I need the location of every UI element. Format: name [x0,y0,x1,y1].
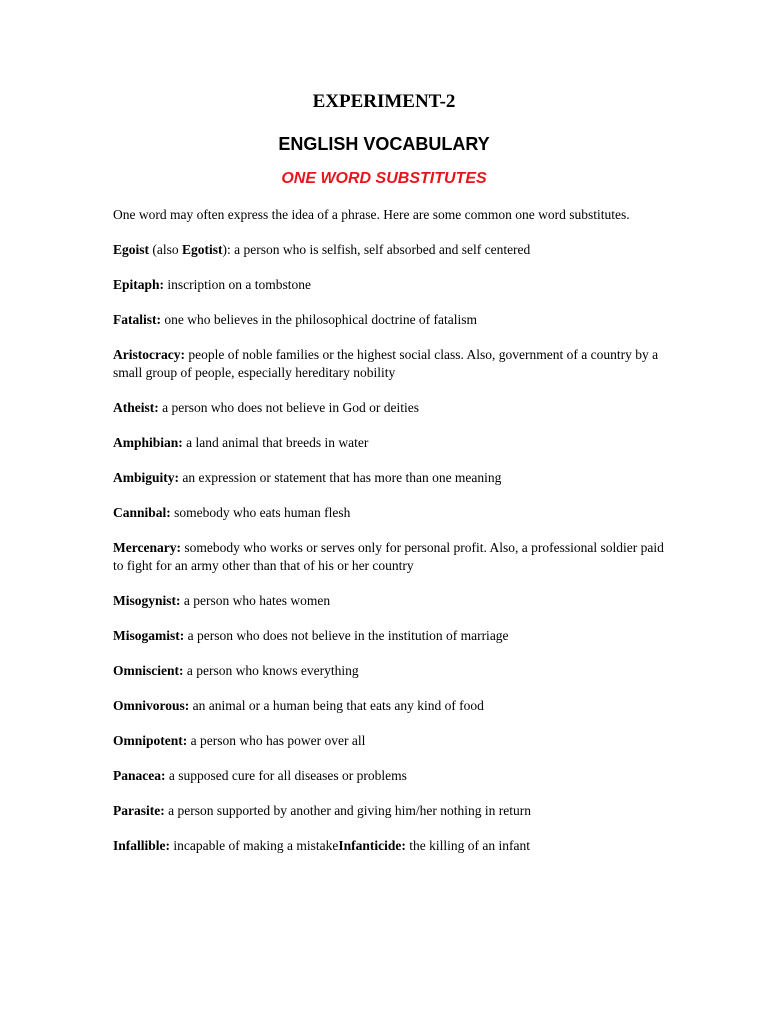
entry-definition: an expression or statement that has more than one meaning [179,470,502,485]
list-item [113,469,673,487]
entry-definition: a person who has power over all [187,733,366,748]
entry-term: Fatalist: [113,312,161,327]
entry-term: Misogynist: [113,593,181,608]
entry-also-open: (also [149,242,183,257]
entry-term: Cannibal: [113,505,171,520]
section-heading: ONE WORD SUBSTITUTES [281,170,487,187]
entry-definition: inscription on a tombstone [164,277,312,292]
list-item [113,276,673,294]
document-body [113,206,673,872]
entry-term: Atheist: [113,400,159,415]
entry-also-close: ): [222,242,235,257]
entry-definition: a person who does not believe in the institution of marriage [184,628,509,643]
entry-definition: a person who hates women [180,593,331,608]
entry-term: Mercenary: [113,540,181,555]
entry-term: Epitaph: [113,277,165,292]
entry-alt-term: Egotist [182,242,223,257]
list-item [113,539,673,575]
entry-term: Egoist [113,242,150,257]
entry-definition: people of noble families or the highest social class. Also, government of a country by a small group of people, especially hereditary nobility [113,347,659,380]
entry-definition: an animal or a human being that eats any kind of food [189,698,484,713]
entry-definition: somebody who eats human flesh [170,505,351,520]
list-item [113,662,673,680]
list-item [113,399,673,417]
entry-term: Omnivorous: [113,698,190,713]
entry-definition: a supposed cure for all diseases or problems [165,768,407,783]
entry-egoist [113,241,673,259]
intro-paragraph: One word may often express the idea of a phrase. Here are some common one word substitutes. [113,207,630,222]
entry-definition: the killing of an infant [405,838,530,853]
list-item [113,732,673,750]
list-item [113,311,673,329]
entry-term: Amphibian: [113,435,183,450]
entry-term: Panacea: [113,768,166,783]
list-item [113,802,673,820]
entry-definition: a person who is selfish, self absorbed and self centered [234,242,531,257]
entry-definition: a person who knows everything [183,663,359,678]
list-item [113,627,673,645]
entry-definition: one who believes in the philosophical doctrine of fatalism [161,312,478,327]
entry-infallible-infanticide [113,837,673,855]
list-item [113,697,673,715]
document-subtitle: ENGLISH VOCABULARY [278,134,490,154]
entry-term: Infanticide: [338,838,406,853]
document-title: EXPERIMENT-2 [312,91,456,112]
entry-term: Parasite: [113,803,165,818]
list-item [113,767,673,785]
entry-term: Misogamist: [113,628,185,643]
list-item [113,346,673,382]
entry-definition: a land animal that breeds in water [182,435,369,450]
list-item [113,434,673,452]
list-item [113,592,673,610]
list-item [113,504,673,522]
entry-definition: somebody who works or serves only for personal profit. Also, a professional soldier paid to fight for an army other than that of his or her country [113,540,664,573]
entry-definition: a person supported by another and giving him/her nothing in return [164,803,532,818]
entry-list [113,276,673,820]
entry-definition: a person who does not believe in God or deities [158,400,419,415]
entry-term: Omnipotent: [113,733,188,748]
entry-term: Omniscient: [113,663,184,678]
entry-term: Infallible: [113,838,171,853]
entry-term: Ambiguity: [113,470,180,485]
entry-definition: incapable of making a mistake [170,838,339,853]
entry-term: Aristocracy: [113,347,185,362]
